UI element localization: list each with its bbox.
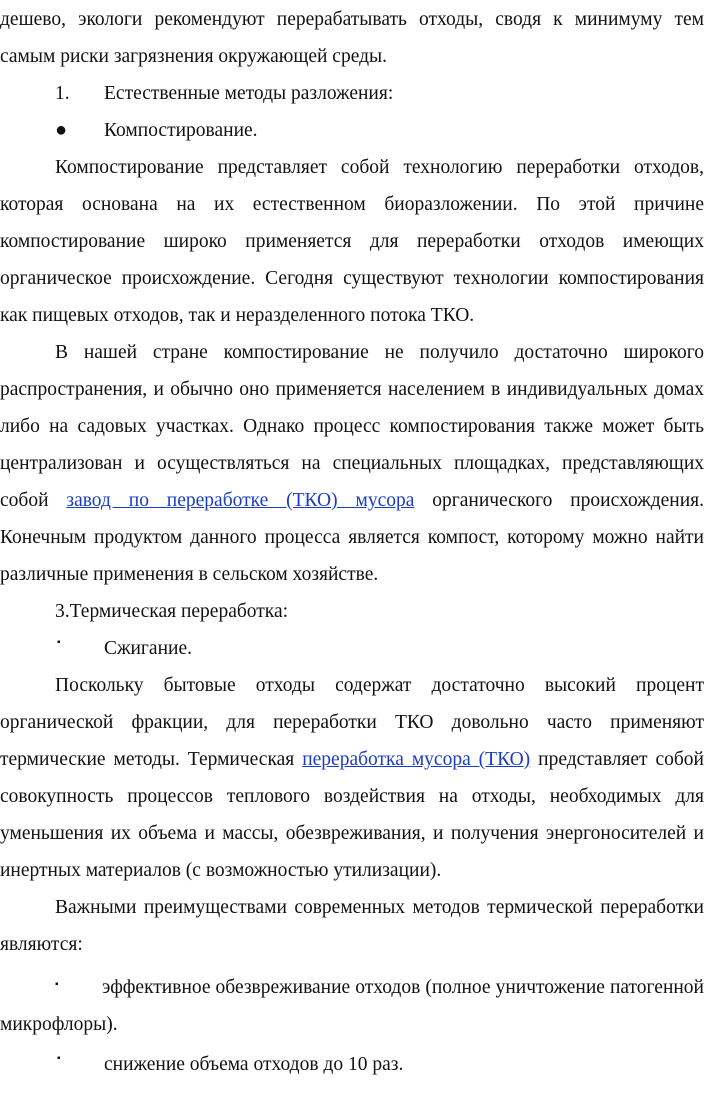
bullet-dot-icon: ● bbox=[55, 119, 68, 141]
bullet-disinfection bbox=[0, 966, 704, 1043]
bullet-text: снижение объема отходов до 10 раз. bbox=[104, 1054, 404, 1075]
bullet-composting bbox=[0, 112, 704, 149]
bullet-square-icon: ▪ bbox=[57, 1053, 61, 1064]
paragraph-text-after-link: органического происхождения. Конечным продуктом данного процесса является компост, которому можно найти различные применения в сельском хозяйстве. bbox=[0, 490, 704, 585]
heading-thermal-processing: 3.Термическая переработка: bbox=[55, 601, 289, 622]
paragraph-text-after-link: представляет собой совокупность процессов теплового воздействия на отходы, необходимых для уменьшения их объема и массы, обезвреживания, и получения энергоносителей и инертных материалов (с возможностью утилизации). bbox=[0, 749, 704, 881]
paragraph-intro-continuation: дешево, экологи рекомендуют перерабатывать отходы, сводя к минимуму тем самым риски загрязнения окружающей среды. bbox=[0, 9, 704, 67]
bullet-square-icon: ▪ bbox=[55, 979, 59, 990]
bullet-volume-reduction bbox=[0, 1046, 704, 1083]
bullet-text: Компостирование. bbox=[104, 120, 258, 141]
link-waste-processing-plant[interactable]: завод по переработке (ТКО) мусора bbox=[66, 490, 415, 511]
bullet-square-icon: ▪ bbox=[57, 637, 61, 648]
paragraph-thermal-methods bbox=[0, 667, 704, 889]
heading-text: Естественные методы разложения: bbox=[104, 83, 394, 104]
bullet-text: Сжигание. bbox=[104, 638, 192, 659]
numbered-heading-natural-methods bbox=[0, 75, 704, 112]
bullet-text: эффективное обезвреживание отходов (полное уничтожение патогенной микрофлоры). bbox=[0, 977, 704, 1035]
paragraph-text-before-link: Поскольку бытовые отходы содержат достаточно высокий процент органической фракции, для переработки ТКО довольно часто применяют термические методы. Термическая bbox=[0, 675, 704, 770]
paragraph-text-before-link: В нашей стране компостирование не получило достаточно широкого распространения, и обычно оно применяется населением в индивидуальных домах либо на садовых участках. Однако процесс компостирования также может быть централизован и осуществляться на специальных площадках, представляющих собой bbox=[0, 342, 704, 511]
bullet-incineration bbox=[0, 630, 704, 667]
paragraph-composting-definition: Компостирование представляет собой технологию переработки отходов, которая основана на их естественном биоразложении. По этой причине компостирование широко применяется для переработки отходов имеющих органическое происхождение. Сегодня существуют технологии компостирования как пищевых отходов, так и неразделенного потока ТКО. bbox=[0, 157, 704, 326]
link-waste-processing[interactable]: переработка мусора (ТКО) bbox=[302, 749, 531, 770]
paragraph-thermal-advantages: Важными преимуществами современных методов термической переработки являются: bbox=[0, 897, 704, 955]
list-number: 1. bbox=[55, 83, 70, 104]
paragraph-composting-country bbox=[0, 334, 704, 593]
